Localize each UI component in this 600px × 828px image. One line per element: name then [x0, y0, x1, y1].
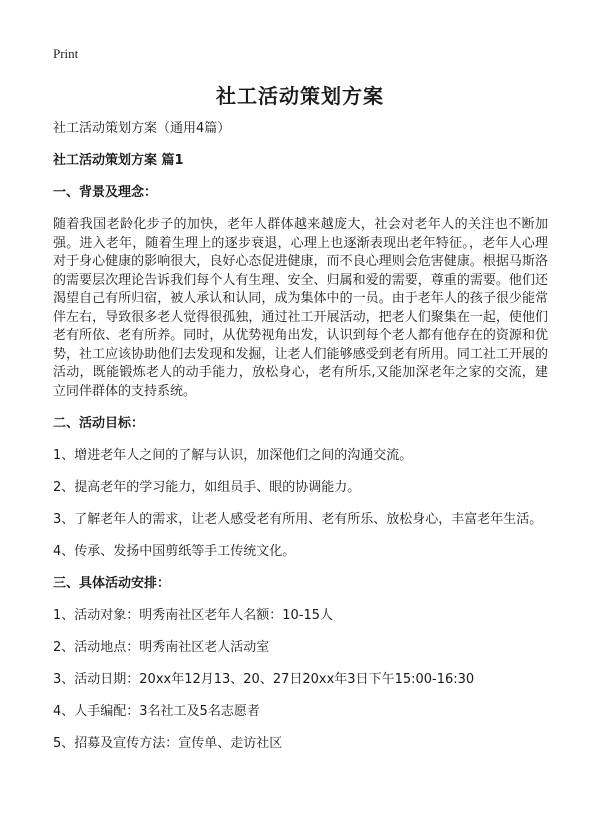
goals-heading: 二、活动目标：: [53, 416, 145, 431]
document-subtitle: 社工活动策划方案（通用4篇）: [53, 121, 231, 136]
section-title: 社工活动策划方案 篇1: [53, 153, 184, 168]
arrangements-heading: 三、具体活动安排：: [53, 576, 171, 591]
arrangement-item: 3、活动日期：20xx年12月13、20、27日20xx年3日下午15:00-16:30: [53, 672, 475, 687]
print-label: Print: [53, 46, 79, 61]
arrangement-item: 4、人手编配：3名社工及5名志愿者: [53, 704, 260, 719]
background-paragraph: 随着我国老龄化步子的加快，老年人群体越来越庞大，社会对老年人的关注也不断加强。进入老年，随着生理上的逐步衰退，心理上也逐渐表现出老年特征。，老年人心理对于身心健康的影响很大，良好心态促进健康，而不良心理则会危害健康。根据马斯洛的需要层次理论告诉我们每个人有生理、安全、归属和爱的需要，尊重的需要。他们还渴望自己有所归宿，被人承认和认同，成为集体中的一员。由于老年人的孩子很少能常伴左右，导致很多老人觉得很孤独，通过社工开展活动，把老人们聚集在一起，使他们老有所依、老有所养。同时，从优势视角出发，认识到每个老人都有他存在的资源和优势，社工应该协助他们去发现和发掘，让老人们能够感受到老有所用。同工社工开展的活动，既能锻炼老人的动手能力，放松身心，老有所乐,又能加深老年之家的交流，建立同伴群体的支持系统。: [53, 217, 548, 399]
goal-item: 4、传承、发扬中国剪纸等手工传统文化。: [53, 544, 296, 559]
arrangement-item: 1、活动对象：明秀南社区老年人名额：10-15人: [53, 608, 334, 623]
arrangement-item: 5、招募及宣传方法：宣传单、走访社区: [53, 736, 283, 751]
background-heading: 一、背景及理念：: [53, 185, 158, 200]
goal-item: 2、提高老年的学习能力，如组员手、眼的协调能力。: [53, 480, 361, 495]
goal-item: 3、了解老年人的需求，让老人感受老有所用、老有所乐、放松身心，丰富老年生活。: [53, 512, 543, 527]
document-body: [53, 120, 548, 767]
arrangement-item: 2、活动地点：明秀南社区老人活动室: [53, 640, 270, 655]
document-title: 社工活动策划方案: [216, 84, 384, 108]
goal-item: 1、增进老年人之间的了解与认识，加深他们之间的沟通交流。: [53, 448, 413, 463]
